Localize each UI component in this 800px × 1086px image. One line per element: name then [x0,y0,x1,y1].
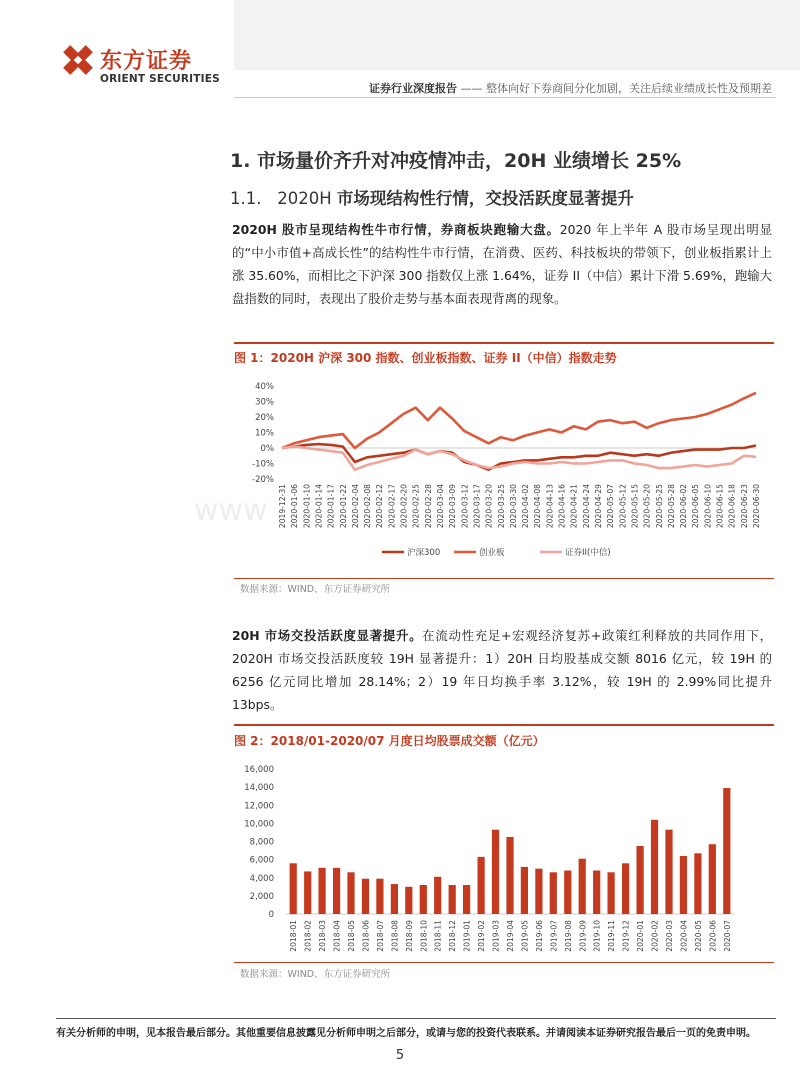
logo-cn: 东方证券 [100,49,193,74]
x-tick-label: 2020-03-30 [508,484,518,529]
figure-2-top-rule [234,724,774,726]
x-tick-label: 2018-09 [404,920,414,952]
x-tick-label: 2020-01-22 [338,484,348,529]
y-tick-label: -10% [252,459,274,470]
bar [492,830,499,914]
x-tick-label: 2020-04 [679,920,689,952]
subsection-number: 1.1. [230,189,262,208]
x-tick-label: 2020-04-24 [581,484,591,529]
x-tick-label: 2018-06 [361,920,371,952]
x-tick-label: 2020-05-28 [666,484,676,529]
figure-2-source: 数据来源：WIND、东方证券研究所 [240,969,391,980]
x-tick-label: 2020-06-23 [739,484,749,529]
x-tick-label: 2020-04-02 [521,484,531,529]
x-tick-label: 2020-03-12 [460,484,470,529]
report-type: 证券行业深度报告 [369,82,457,95]
y-tick-label: 30% [255,397,274,408]
x-tick-label: 2019-12 [621,920,631,952]
x-tick-label: 2020-01-06 [290,484,300,529]
header-band [234,0,800,70]
bar [593,871,600,915]
x-tick-label: 2020-06-18 [727,484,737,529]
paragraph-2 [232,624,772,716]
figure-1-top-rule [234,342,774,344]
bar [521,867,528,914]
x-tick-label: 2020-06-30 [752,484,761,529]
bar [463,885,470,914]
x-tick-label: 2020-05-25 [654,484,664,529]
x-tick-label: 2019-03 [491,920,501,952]
bar [535,869,542,914]
y-tick-label: 0% [260,444,274,454]
bar [665,830,672,914]
x-tick-label: 2020-02-28 [423,484,433,529]
bar [449,885,456,914]
x-tick-label: 2019-11 [607,920,617,952]
x-tick-label: 2020-06-02 [679,484,689,529]
bar [434,877,441,914]
x-tick-label: 2020-02-17 [387,484,397,529]
x-tick-label: 2020-03-04 [436,484,445,529]
x-tick-label: 2019-09 [578,920,588,952]
header-text [369,80,772,96]
report-title: 整体向好下券商间分化加剧，关注后续业绩成长性及预期差 [486,82,772,95]
bar [405,887,412,914]
y-tick-label: 6,000 [249,855,274,866]
x-tick-label: 2020-05-15 [630,484,640,529]
figure-1-chart [194,370,774,578]
y-tick-label: -20% [252,475,274,485]
x-tick-label: 2018-11 [433,920,443,952]
paragraph-2-lead: 20H 市场交投活跃度显著提升。 [232,628,423,643]
y-tick-label: 12,000 [244,801,274,812]
y-tick-label: 16,000 [244,765,274,775]
x-tick-label: 2020-02-20 [399,484,409,529]
footer-disclaimer: 有关分析师的申明，见本报告最后部分。其他重要信息披露见分析师申明之后部分，或请与您的投资代表联系。并请阅读本证券研究报告最后一页的免责申明。 [56,1028,756,1039]
logo-en: ORIENT SECURITIES [100,73,220,85]
x-tick-label: 2019-05 [520,920,530,952]
subsection-title-b: 市场现结构性行情，交投活跃度显著提升 [336,189,634,208]
bar [376,879,383,914]
x-tick-label: 2019-08 [563,920,573,952]
bar [420,885,427,914]
x-tick-label: 2020-03-09 [448,484,458,529]
x-tick-label: 2020-06 [708,920,718,952]
section-heading: 1. 市场量价齐升对冲疫情冲击，20H 业绩增长 25% [230,150,682,172]
x-tick-label: 2018-04 [332,920,342,952]
bar [637,846,644,914]
bar [579,859,586,914]
bar [290,863,297,914]
y-tick-label: 0 [268,910,274,920]
bar [333,868,340,914]
bar [347,872,354,914]
x-tick-label: 2020-04-08 [533,484,543,529]
x-tick-label: 2020-03 [664,920,674,952]
x-tick-label: 2018-03 [318,920,328,952]
x-tick-label: 2020-03-17 [472,484,482,529]
x-tick-label: 2020-01-14 [314,484,324,529]
x-tick-label: 2020-06-15 [715,484,725,529]
x-tick-label: 2019-10 [592,920,602,952]
x-tick-label: 2020-02-04 [350,484,360,529]
subsection-title-a: 2020H [277,189,337,208]
y-tick-label: 2,000 [249,891,274,902]
series-line-1 [282,393,756,448]
y-tick-label: 10,000 [244,819,274,830]
y-tick-label: 10% [255,428,274,439]
bar [550,872,557,914]
bar [319,868,326,914]
figure-2-chart [234,756,774,962]
x-tick-label: 2019-01 [462,920,472,952]
figure-2-title: 图 2：2018/01-2020/07 月度日均股票成交额（亿元） [234,734,545,748]
x-tick-label: 2018-02 [303,920,313,952]
bar [478,857,485,914]
x-tick-label: 2020-02-25 [411,484,421,529]
figure-1-source: 数据来源：WIND、东方证券研究所 [240,584,391,595]
x-tick-label: 2018-05 [347,920,357,952]
figure-2-bottom-rule [234,962,774,963]
y-tick-label: 20% [255,413,274,423]
watermark: www [194,493,268,528]
x-tick-label: 2020-02-12 [375,484,385,529]
bar [564,871,571,915]
x-tick-label: 2020-03-20 [484,484,494,529]
x-tick-label: 2020-07 [722,920,732,952]
x-tick-label: 2019-02 [477,920,487,952]
legend-label-0: 沪深300 [407,548,441,558]
x-tick-label: 2020-02 [650,920,660,952]
legend-label-2: 证券II(中信) [565,548,611,558]
x-tick-label: 2020-04-16 [557,484,567,529]
bar [651,820,658,914]
x-tick-label: 2020-03-25 [496,484,506,529]
paragraph-1-body: 2020 年上半年 A 股市场呈现出明显的“中小市值+高成长性”的结构性牛市行情，在消费、医药、科技板块的带领下，创业板指累计上涨 35.60%，而相比之下沪深 300 指数仅上涨 1.64%，证券 II（中信）累计下滑 5.69%，跑输大盘指数的同时，表现出了股价走势与基本面表现背离的现象。 [232,222,773,306]
x-tick-label: 2020-04-13 [545,484,555,529]
paragraph-1 [232,218,772,310]
bar [709,844,716,914]
bar [680,856,687,914]
x-tick-label: 2020-05-20 [642,484,652,529]
x-tick-label: 2020-02-08 [363,484,373,529]
bar [362,879,369,914]
x-tick-label: 2020-04-29 [594,484,603,529]
paragraph-2-body: 在流动性充足+宏观经济复苏+政策红利释放的共同作用下，2020H 市场交投活跃度较 19H 显著提升：1）20H 日均股基成交额 8016 亿元，较 19H 的 6256 亿元同比增加 28.14%；2）19 年日均换手率 3.12%，较 19H 的 2.99%同比提升 13bps。 [232,628,772,712]
x-tick-label: 2020-06-05 [691,484,701,529]
bar [506,837,513,914]
x-tick-label: 2018-07 [375,920,385,952]
bar [391,884,398,914]
y-tick-label: 4,000 [249,873,274,884]
header-separator: —— [457,82,486,95]
footer-divider [56,1018,776,1019]
legend-label-1: 创业板 [479,548,505,558]
figure-1-bottom-rule [234,578,774,579]
y-tick-label: 8,000 [249,837,274,848]
page-number: 5 [395,1048,405,1063]
x-tick-label: 2020-04-21 [569,484,579,529]
x-tick-label: 2018-10 [419,920,429,952]
x-tick-label: 2018-01 [289,920,299,952]
paragraph-1-lead: 2020H 股市呈现结构性牛市行情，券商板块跑输大盘。 [232,222,560,237]
x-tick-label: 2020-06-10 [703,484,713,529]
y-tick-label: 40% [255,382,274,392]
bar [723,788,730,914]
x-tick-label: 2020-05-07 [606,484,616,529]
x-tick-label: 2020-01-17 [326,484,336,529]
bar [622,863,629,914]
figure-1-title: 图 1：2020H 沪深 300 指数、创业板指数、证券 II（中信）指数走势 [234,351,617,365]
x-tick-label: 2020-01 [636,920,646,952]
subsection-heading [230,185,634,209]
x-tick-label: 2019-06 [534,920,544,952]
x-tick-label: 2018-12 [448,920,458,952]
x-tick-label: 2019-07 [549,920,559,952]
x-tick-label: 2019-12-31 [278,484,287,529]
x-tick-label: 2020-01-10 [302,484,312,529]
x-tick-label: 2019-04 [506,920,515,952]
bar [694,853,701,914]
x-tick-label: 2020-05 [693,920,703,952]
bar [304,871,311,914]
x-tick-label: 2018-08 [390,920,400,952]
y-tick-label: 14,000 [244,783,274,794]
bar [608,872,615,914]
x-tick-label: 2020-05-12 [618,484,628,529]
header-divider [234,97,776,98]
orient-logo-icon [58,40,98,80]
